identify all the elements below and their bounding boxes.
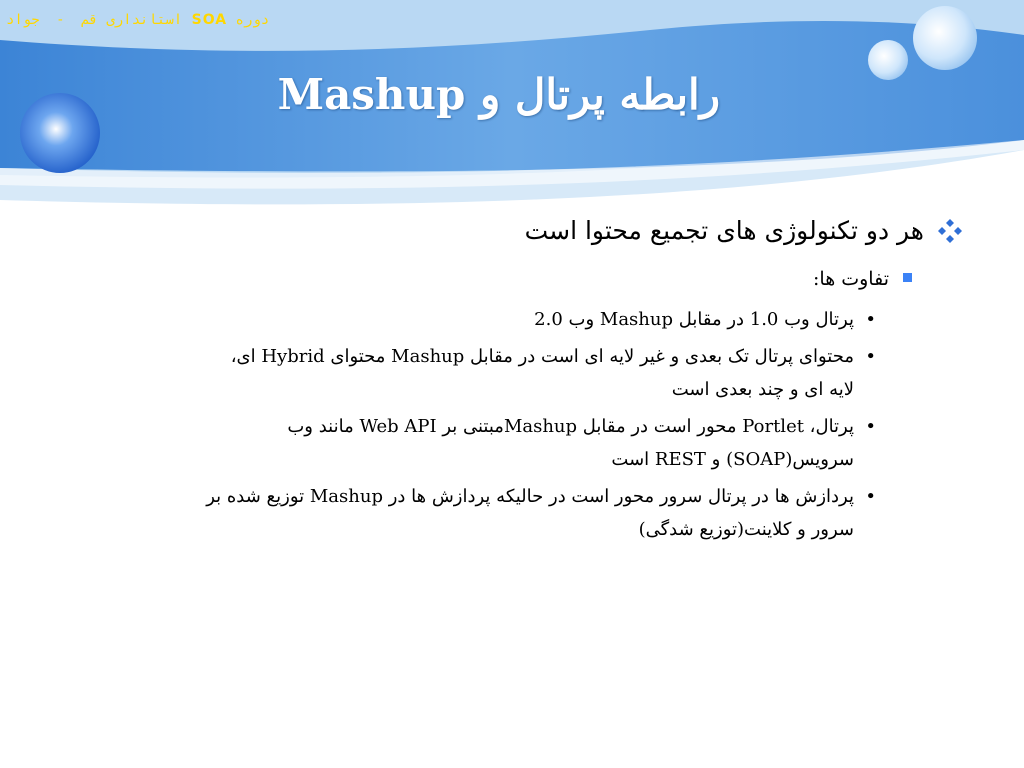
course-header-line xyxy=(6,12,269,28)
list-item xyxy=(64,303,964,336)
diamond-bullet-icon xyxy=(936,217,964,245)
item-line-2: سرویس(SOAP) و REST است xyxy=(611,449,854,470)
item-line-1: محتوای پرتال تک بعدی و غیر لایه ای است در مقابل Mashup محتوای Hybrid ای، xyxy=(230,346,854,367)
list-item xyxy=(64,340,964,406)
item-line-1: پرتال، Portlet محور است در مقابل Mashupمبتنی بر Web API مانند وب xyxy=(287,416,854,437)
item-line-1: پرتال وب 1.0 در مقابل Mashup وب 2.0 xyxy=(534,309,854,330)
square-bullet-icon xyxy=(903,273,912,282)
author-name: جواد xyxy=(6,12,40,28)
dot-bullet-icon: • xyxy=(865,346,876,367)
dot-bullet-icon: • xyxy=(865,416,876,437)
list-item xyxy=(64,410,964,476)
item-line-2: لایه ای و چند بعدی است xyxy=(671,379,854,400)
slide-title: رابطه پرتال و Mashup xyxy=(277,70,720,119)
bullet-level2 xyxy=(64,259,964,299)
point-text: هر دو تکنولوژی های تجمیع محتوا است xyxy=(524,216,924,245)
course-prefix: دوره xyxy=(235,12,270,28)
subpoint-text: تفاوت ها: xyxy=(813,268,889,290)
dot-bullet-icon: • xyxy=(865,486,876,507)
course-tag: SOA xyxy=(191,12,228,28)
list-item xyxy=(64,480,964,546)
course-suffix: استانداری قم xyxy=(81,12,183,28)
bullet-level1 xyxy=(64,205,964,257)
item-line-2: سرور و کلاینت(توزیع شدگی) xyxy=(638,519,854,540)
item-line-1: پردازش ها در پرتال سرور محور است در حالیکه پردازش ها در Mashup توزیع شده بر xyxy=(206,486,854,507)
separator: - xyxy=(56,12,65,28)
dot-bullet-icon: • xyxy=(865,309,876,330)
slide-body xyxy=(64,205,964,546)
